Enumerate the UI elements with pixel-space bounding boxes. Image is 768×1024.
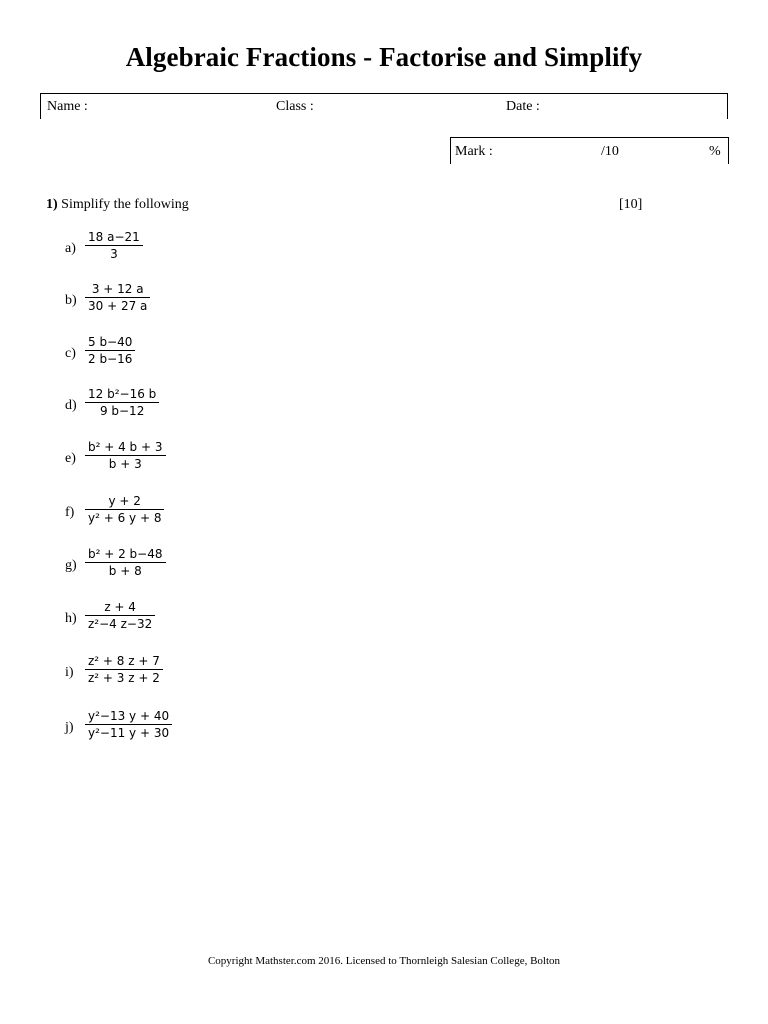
numerator: z + 4 [104, 600, 136, 614]
item-letter: e) [65, 451, 76, 466]
name-label: Name : [47, 99, 88, 114]
numerator: b² + 2 b−48 [88, 547, 163, 561]
fraction [85, 386, 159, 419]
item-letter: g) [65, 558, 77, 573]
numerator: 18 a−21 [88, 230, 140, 244]
numerator: 3 + 12 a [91, 282, 144, 296]
fraction [85, 439, 166, 472]
item-letter: j) [65, 720, 74, 735]
numerator: b² + 4 b + 3 [88, 440, 163, 454]
class-label: Class : [276, 99, 314, 114]
date-label: Date : [506, 99, 540, 114]
denominator: 2 b−16 [88, 352, 133, 366]
question-number: 1) [46, 197, 58, 212]
question-heading [46, 197, 189, 213]
denominator: b + 3 [108, 457, 142, 471]
mark-box [450, 137, 729, 164]
item-letter: a) [65, 241, 76, 256]
denominator: 3 [110, 247, 118, 261]
item-letter: b) [65, 293, 77, 308]
numerator: y + 2 [108, 494, 141, 508]
denominator: y² + 6 y + 8 [88, 511, 162, 525]
fraction [85, 599, 155, 632]
denominator: b + 8 [108, 564, 142, 578]
fraction [85, 281, 150, 314]
numerator: 12 b²−16 b [88, 387, 157, 401]
fraction [85, 493, 164, 526]
denominator: 30 + 27 a [88, 299, 148, 313]
item-letter: h) [65, 611, 77, 626]
question-text: Simplify the following [61, 197, 189, 212]
fraction [85, 334, 135, 367]
fraction [85, 546, 166, 579]
numerator: 5 b−40 [88, 335, 133, 349]
item-letter: c) [65, 346, 76, 361]
denominator: 9 b−12 [99, 404, 145, 418]
numerator: y²−13 y + 40 [88, 709, 170, 723]
item-letter: d) [65, 398, 77, 413]
denominator: z² + 3 z + 2 [88, 671, 160, 685]
fraction [85, 229, 143, 262]
mark-label: Mark : [455, 144, 493, 159]
item-letter: f) [65, 505, 75, 520]
student-info-bar [40, 93, 728, 119]
denominator: z²−4 z−32 [88, 617, 153, 631]
fraction [85, 653, 163, 686]
item-letter: i) [65, 665, 74, 680]
page-title: Algebraic Fractions - Factorise and Simplify [125, 42, 643, 72]
numerator: z² + 8 z + 7 [88, 654, 160, 668]
question-marks: [10] [619, 197, 643, 212]
denominator: y²−11 y + 30 [88, 726, 170, 740]
mark-total: /10 [601, 144, 619, 159]
mark-percent: % [709, 144, 721, 159]
fraction [85, 708, 172, 741]
copyright-footer: Copyright Mathster.com 2016. Licensed to Thornleigh Salesian College, Bolton [207, 955, 561, 967]
